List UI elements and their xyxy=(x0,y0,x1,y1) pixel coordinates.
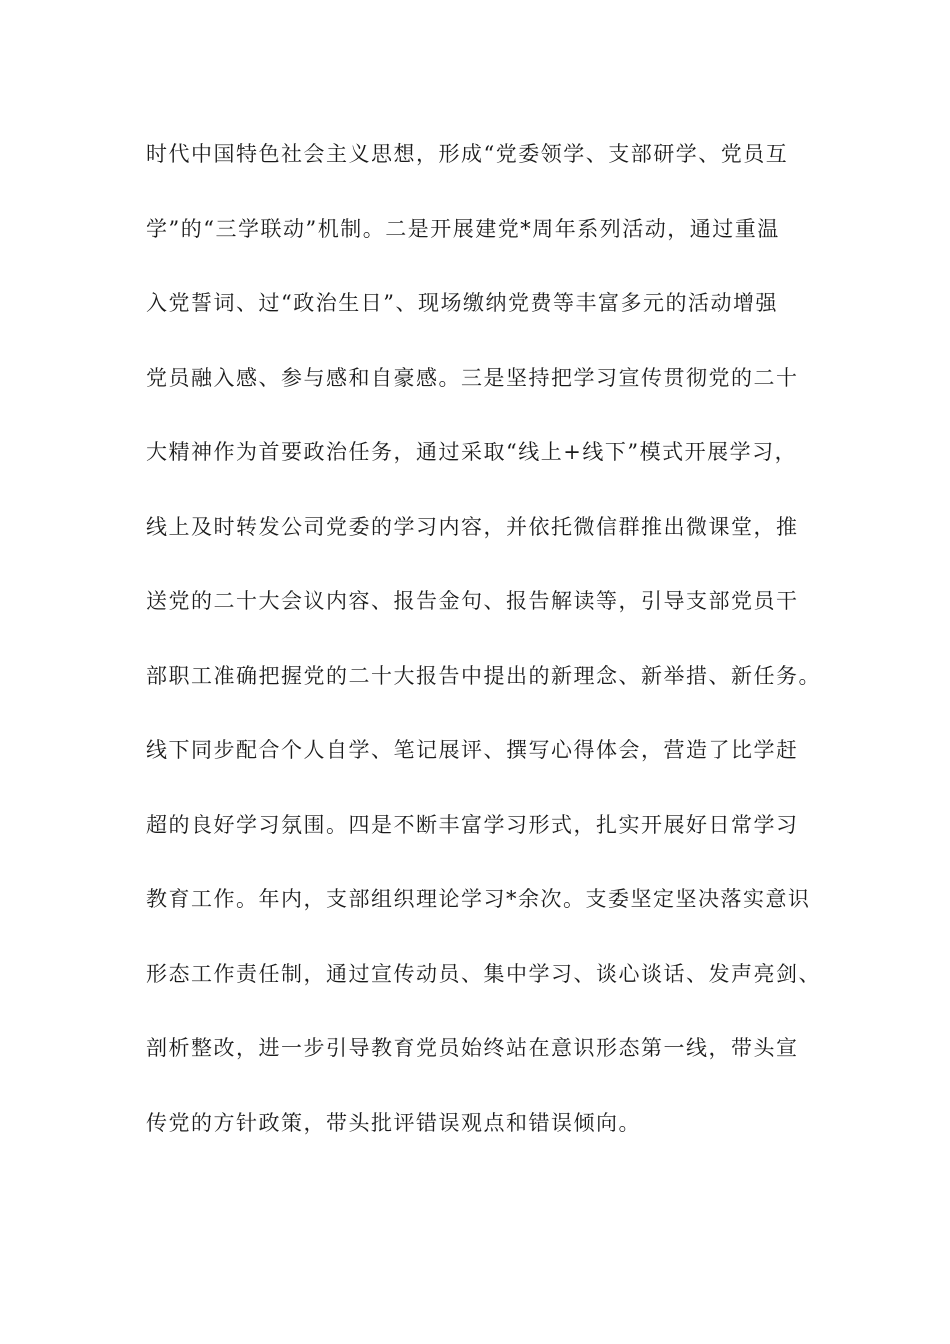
paragraph-line: 学”的“三学联动”机制。二是开展建党*周年系列活动，通过重温 xyxy=(146,216,780,241)
body-paragraph xyxy=(146,129,826,1172)
paragraph-line: 大精神作为首要政治任务，通过采取“线上+线下”模式开展学习， xyxy=(146,440,798,464)
paragraph-line: 形态工作责任制，通过宣传动员、集中学习、谈心谈话、发声亮剑、 xyxy=(146,961,821,986)
paragraph-line: 时代中国特色社会主义思想，形成“党委领学、支部研学、党员互 xyxy=(146,142,789,166)
paragraph-line: 入党誓词、过“政治生日”、现场缴纳党费等丰富多元的活动增强 xyxy=(146,291,778,315)
paragraph-line: 部职工准确把握党的二十大报告中提出的新理念、新举措、新任务。 xyxy=(146,663,821,688)
paragraph-line: 线下同步配合个人自学、笔记展评、撰写心得体会，营造了比学赶 xyxy=(146,738,799,762)
paragraph-line: 送党的二十大会议内容、报告金句、报告解读等，引导支部党员干 xyxy=(146,589,799,613)
paragraph-line: 剖析整改，进一步引导教育党员始终站在意识形态第一线，带头宣 xyxy=(146,1036,799,1060)
paragraph-line: 超的良好学习氛围。四是不断丰富学习形式，扎实开展好日常学习 xyxy=(146,812,799,837)
paragraph-line: 传党的方针政策，带头批评错误观点和错误倾向。 xyxy=(146,1110,641,1135)
paragraph-line: 教育工作。年内，支部组织理论学习*余次。支委坚定坚决落实意识 xyxy=(146,887,811,911)
paragraph-line: 党员融入感、参与感和自豪感。三是坚持把学习宣传贯彻党的二十 xyxy=(146,365,799,390)
paragraph-line: 线上及时转发公司党委的学习内容，并依托微信群推出微课堂，推 xyxy=(146,514,799,539)
